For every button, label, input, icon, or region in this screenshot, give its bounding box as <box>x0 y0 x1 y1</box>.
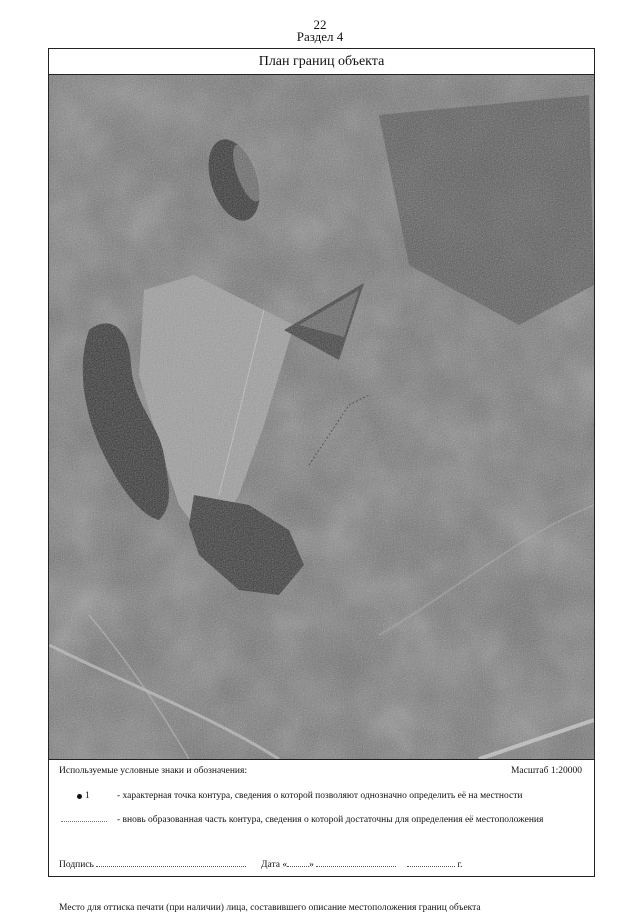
signature-line <box>59 857 589 870</box>
legend-title: Используемые условные знаки и обозначения: <box>59 766 248 776</box>
year-field[interactable] <box>407 857 455 867</box>
line-description: - вновь образованная часть контура, сведения о которой достаточны для определения её местоположения <box>117 815 544 825</box>
plan-frame <box>48 48 595 913</box>
section-heading: Раздел 4 <box>296 29 344 44</box>
point-number: 1 <box>85 791 90 801</box>
map-scale: Масштаб 1:20000 <box>510 766 582 776</box>
quote-open: « <box>282 860 288 870</box>
day-field[interactable] <box>287 857 309 867</box>
quote-close: » <box>309 860 314 870</box>
point-marker-icon <box>77 794 82 799</box>
signature-label: Подпись <box>59 860 94 870</box>
stamp-place-text: Место для оттиска печати (при наличии) лица, составившего описание местоположения границ объекта <box>59 903 481 913</box>
legend-area <box>49 760 594 913</box>
dotted-line-icon <box>61 821 107 822</box>
satellite-map <box>49 75 594 760</box>
date-label: Дата <box>261 860 280 870</box>
month-field[interactable] <box>316 857 396 867</box>
satellite-image <box>49 75 594 759</box>
signature-field[interactable] <box>96 857 246 867</box>
year-suffix: г. <box>457 860 463 870</box>
point-description: - характерная точка контура, сведения о которой позволяют однозначно определить её на местности <box>117 791 523 801</box>
plan-title: План границ объекта <box>49 49 594 75</box>
page-number: 22 <box>313 17 327 32</box>
